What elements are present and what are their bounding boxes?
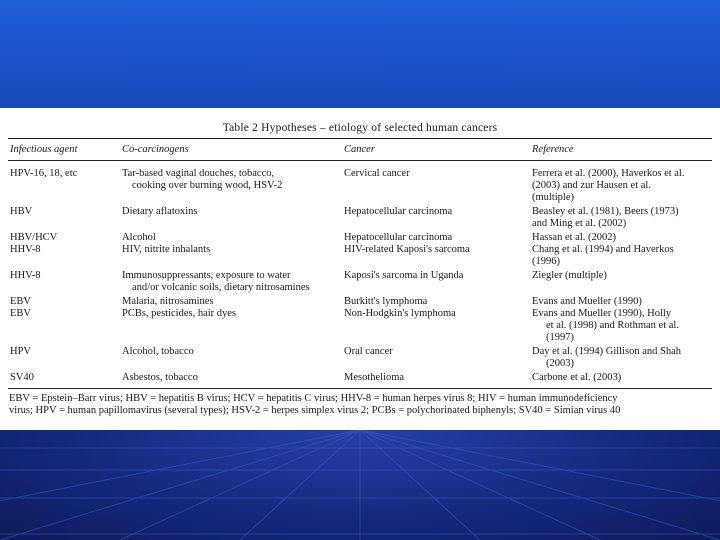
perspective-grid-graphic	[0, 430, 720, 540]
row-1-reference-line-3: (multiple)	[532, 192, 574, 203]
row-4-agent: HHV-8	[10, 244, 41, 255]
row-4-cancer: HIV-related Kaposi's sarcoma	[344, 244, 470, 255]
row-1-cancer: Cervical cancer	[344, 168, 410, 179]
row-1-cocarcinogens-line-2: cooking over burning wood, HSV-2	[132, 180, 283, 191]
row-7-cancer: Non-Hodgkin's lymphoma	[344, 308, 456, 319]
row-4-cocarcinogens: HIV, nitrite inhalants	[122, 244, 211, 255]
row-7-reference-line-1: Evans and Mueller (1990), Holly	[532, 308, 672, 319]
row-7-reference-line-3: (1997)	[546, 332, 574, 343]
header-reference: Reference	[532, 144, 574, 155]
row-6-reference: Evans and Mueller (1990)	[532, 296, 642, 307]
slide-footer-band	[0, 430, 720, 540]
table-footnote	[9, 393, 713, 417]
row-1-reference-line-1: Ferrera et al. (2000), Haverkos et al.	[532, 168, 685, 179]
row-8-cocarcinogens: Alcohol, tobacco	[122, 346, 194, 357]
row-2-cocarcinogens: Dietary aflatoxins	[122, 206, 198, 217]
row-6-cancer: Burkitt's lymphoma	[344, 296, 428, 307]
row-8-agent: HPV	[10, 346, 32, 357]
row-5-cocarcinogens-line-1: Immunosuppressants, exposure to water	[122, 270, 291, 281]
footnote-line-1: EBV = Epstein–Barr virus; HBV = hepatitis B virus; HCV = hepatitis C virus; HHV-8 = human herpes virus 8; HIV = human immunodeficiency	[9, 393, 618, 404]
slide-header-band	[0, 0, 720, 108]
row-4-reference-line-1: Chang et al. (1994) and Haverkos	[532, 244, 674, 255]
row-1-cocarcinogens-line-1: Tar-based vaginal douches, tobacco,	[122, 168, 275, 179]
table-bottom-rule	[8, 388, 712, 389]
row-3-agent: HBV/HCV	[10, 232, 58, 243]
table-panel	[0, 108, 720, 430]
row-2-reference-line-2: and Ming et al. (2002)	[532, 218, 627, 229]
row-6-agent: EBV	[10, 296, 31, 307]
row-3-reference: Hassan et al. (2002)	[532, 232, 616, 243]
row-8-cancer: Oral cancer	[344, 346, 393, 357]
row-2-reference-line-1: Beasley et al. (1981), Beers (1973)	[532, 206, 679, 217]
row-9-reference: Carbone et al. (2003)	[532, 372, 622, 383]
header-cancer: Cancer	[344, 144, 375, 155]
row-3-cocarcinogens: Alcohol	[122, 232, 156, 243]
row-7-cocarcinogens: PCBs, pesticides, hair dyes	[122, 308, 237, 319]
row-2-agent: HBV	[10, 206, 33, 217]
row-7-agent: EBV	[10, 308, 31, 319]
row-5-reference: Ziegler (multiple)	[532, 270, 607, 281]
table-top-rule	[8, 138, 712, 139]
header-co-carcinogens: Co-carcinogens	[122, 144, 189, 155]
row-7-reference-line-2: et al. (1998) and Rothman et al.	[546, 320, 679, 331]
row-4-reference-line-2: (1996)	[532, 256, 560, 267]
row-8-reference-line-2: (2003)	[546, 358, 574, 369]
row-9-agent: SV40	[10, 372, 34, 383]
row-9-cocarcinogens: Asbestos, tobacco	[122, 372, 198, 383]
row-1-agent: HPV-16, 18, etc	[10, 168, 78, 179]
row-5-cancer: Kaposi's sarcoma in Uganda	[344, 270, 464, 281]
row-5-agent: HHV-8	[10, 270, 41, 281]
row-9-cancer: Mesothelioma	[344, 372, 405, 383]
table-caption: Table 2 Hypotheses – etiology of selected human cancers	[222, 122, 498, 134]
row-8-reference-line-1: Day et al. (1994) Gillison and Shah	[532, 346, 682, 357]
row-2-cancer: Hepatocellular carcinoma	[344, 206, 453, 217]
footnote-line-2: virus; HPV = human papillomavirus (several types); HSV-2 = herpes simplex virus 2; PCBs = polychorinated biphenyls; SV40 = Simian virus 40	[9, 405, 621, 416]
row-3-cancer: Hepatocellular carcinoma	[344, 232, 453, 243]
table-header-rule	[8, 160, 712, 161]
header-infectious-agent: Infectious agent	[10, 144, 78, 155]
row-1-reference-line-2: (2003) and zur Hausen et al.	[532, 180, 651, 191]
row-6-cocarcinogens: Malaria, nitrosamines	[122, 296, 214, 307]
row-5-cocarcinogens-line-2: and/or volcanic soils, dietary nitrosamines	[132, 282, 310, 293]
